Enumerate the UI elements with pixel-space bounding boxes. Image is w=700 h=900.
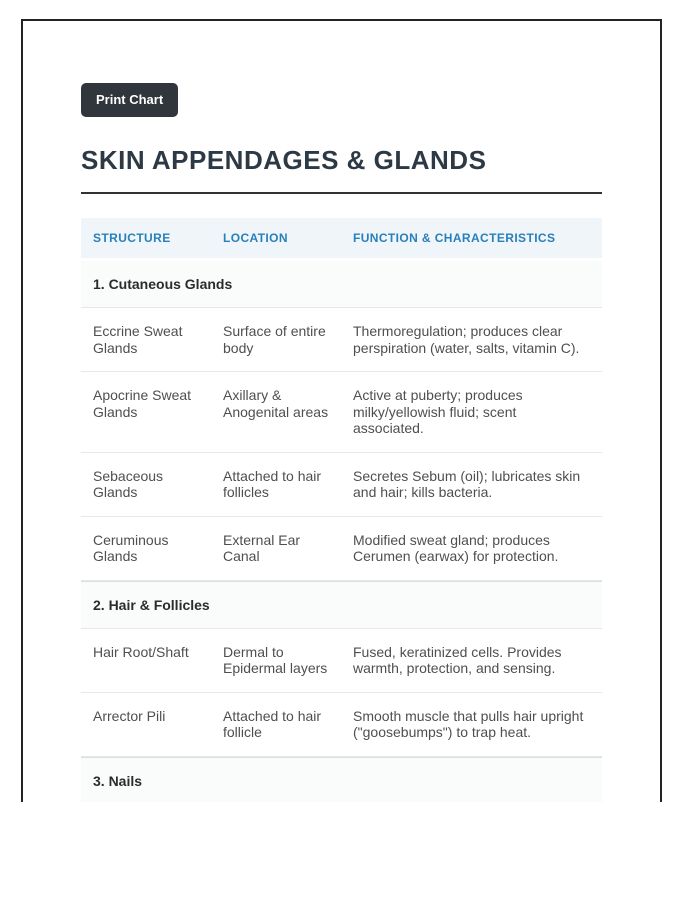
column-header-location: LOCATION [223,231,288,245]
location-cell: Attached to hair follicles [223,467,322,501]
location-cell: Attached to hair follicle [223,707,322,741]
table-row [81,629,602,693]
location-cell: Axillary & Anogenital areas [223,387,329,420]
structure-cell: Ceruminous Glands [93,531,169,565]
location-cell: Surface of entire body [223,323,326,356]
table-row [81,693,602,757]
column-header-structure: STRUCTURE [93,231,171,245]
title-divider [81,192,602,194]
section-header-row [81,261,602,308]
structure-cell: Eccrine Sweat Glands [93,323,183,356]
structure-cell: Hair Root/Shaft [93,643,189,660]
column-header-function: FUNCTION & CHARACTERISTICS [353,231,556,245]
table-header-row [81,218,602,258]
page-title: SKIN APPENDAGES & GLANDS [81,145,487,175]
glands-table [81,218,602,802]
section-heading: 2. Hair & Follicles [93,596,210,613]
print-chart-button[interactable]: Print Chart [81,83,178,117]
page-content [23,21,660,802]
section-header-row [81,581,602,629]
table-body [81,261,602,802]
structure-cell: Sebaceous Glands [93,467,164,501]
function-cell: Secretes Sebum (oil); lubricates skin and hair; kills bacteria. [353,467,581,501]
section-heading: 1. Cutaneous Glands [93,276,233,292]
function-cell: Modified sweat gland; produces Cerumen (earwax) for protection. [353,531,559,565]
structure-cell: Apocrine Sweat Glands [93,387,192,420]
location-cell: Dermal to Epidermal layers [223,643,328,677]
section-heading: 3. Nails [93,772,143,789]
function-cell: Smooth muscle that pulls hair upright ("goosebumps") to trap heat. [353,707,584,741]
page-frame [21,19,662,802]
table-row [81,517,602,581]
location-cell: External Ear Canal [223,531,301,565]
function-cell: Thermoregulation; produces clear perspiration (water, salts, vitamin C). [353,323,580,356]
function-cell: Active at puberty; produces milky/yellowish fluid; scent associated. [353,387,523,437]
section-header-row [81,757,602,802]
table-row [81,453,602,517]
function-cell: Fused, keratinized cells. Provides warmth, protection, and sensing. [353,643,562,677]
table-row [81,308,602,372]
table-row [81,372,602,453]
structure-cell: Arrector Pili [93,707,166,724]
